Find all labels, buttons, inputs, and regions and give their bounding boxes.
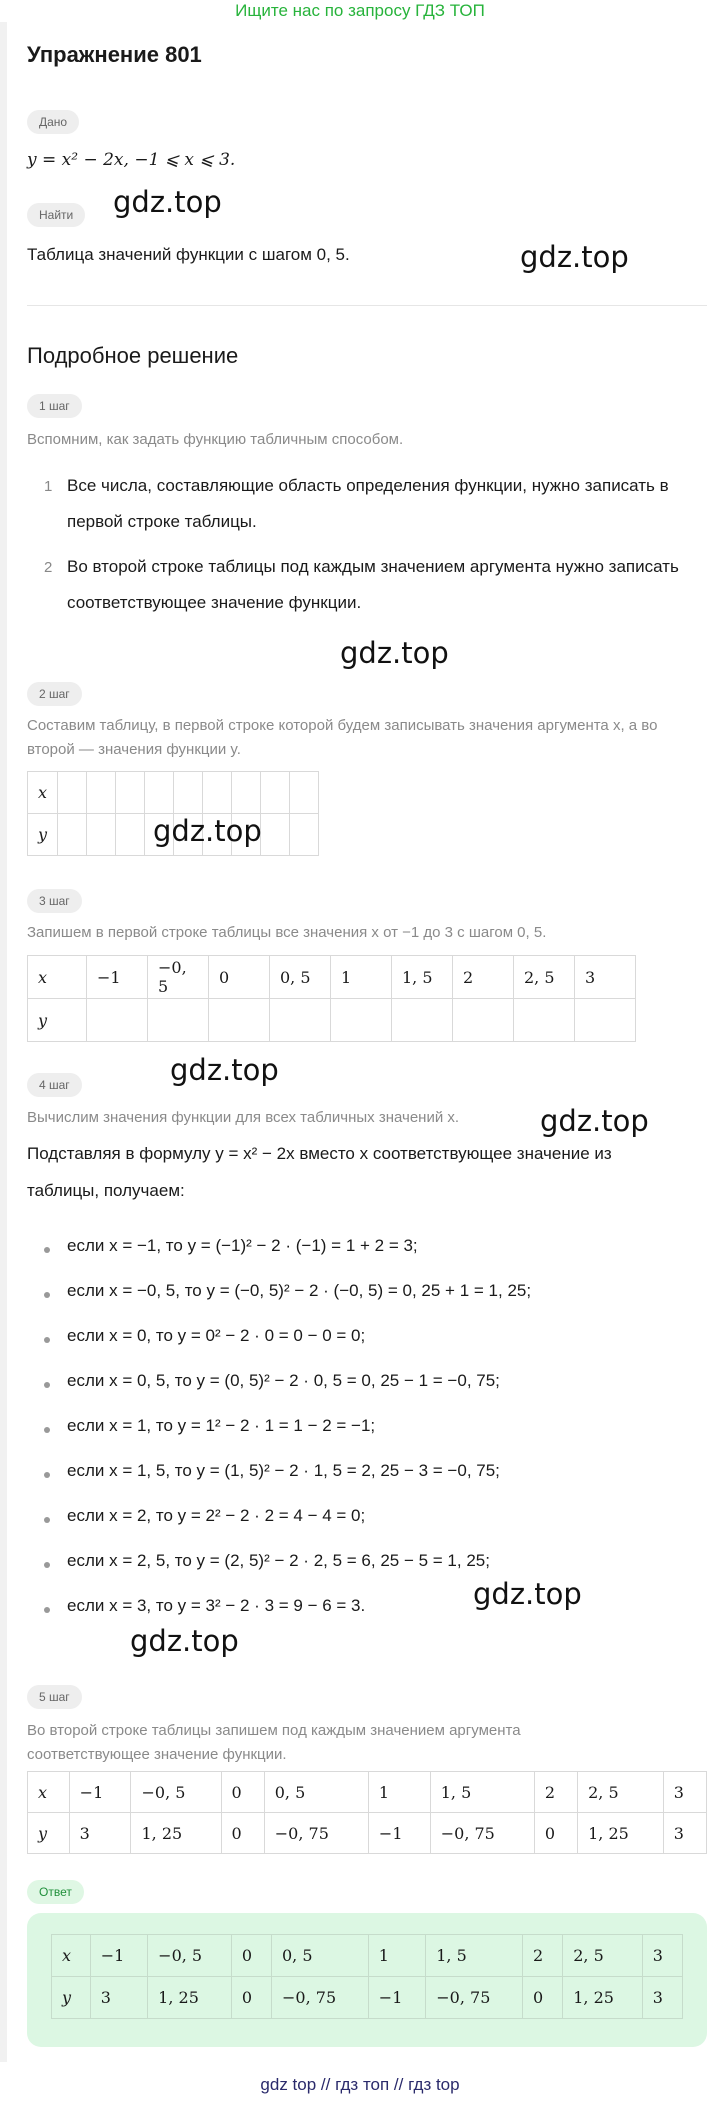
- table-cell: [174, 772, 203, 814]
- bullet: [44, 1427, 50, 1433]
- table-cell: x: [28, 956, 87, 999]
- values-table: [27, 955, 636, 1042]
- bullet: [44, 1382, 50, 1388]
- given-badge: Дано: [27, 110, 79, 134]
- step-5-intro: Во второй строке таблицы запишем под каждым значением аргумента соответствующее значение функции.: [27, 1722, 521, 1763]
- table-cell: −1: [368, 1977, 425, 2019]
- calc-line: если x = 1, то y = 1² − 2 · 1 = 1 − 2 = −1;: [67, 1416, 376, 1435]
- table-cell: 0: [523, 1977, 563, 2019]
- table-cell: y: [28, 814, 58, 856]
- list-number: 1: [44, 478, 53, 495]
- table-cell: [148, 999, 209, 1042]
- table-cell: 0: [231, 1935, 271, 1977]
- table-cell: y: [52, 1977, 91, 2019]
- table-cell: [87, 999, 148, 1042]
- table-cell: [58, 772, 87, 814]
- calc-line: если x = 0, 5, то y = (0, 5)² − 2 · 0, 5 = 0, 25 − 1 = −0, 75;: [67, 1371, 500, 1390]
- bullet: [44, 1292, 50, 1298]
- table-cell: −0, 5: [148, 1935, 232, 1977]
- watermark: gdz.top: [130, 1624, 239, 1658]
- table-cell: 3: [663, 1813, 706, 1854]
- table-cell: 1, 5: [392, 956, 453, 999]
- table-cell: y: [28, 1813, 70, 1854]
- table-cell: 0, 5: [272, 1935, 369, 1977]
- table-cell: 2: [523, 1935, 563, 1977]
- table-cell: −0, 75: [430, 1813, 534, 1854]
- table-cell: [209, 999, 270, 1042]
- table-cell: [232, 772, 261, 814]
- answer-box: [27, 1913, 707, 2047]
- top-banner[interactable]: Ищите нас по запросу ГДЗ ТОП: [235, 1, 485, 20]
- step-1-intro: Вспомним, как задать функцию табличным способом.: [27, 431, 404, 448]
- table-cell: 1, 5: [426, 1935, 523, 1977]
- table-cell: 1, 25: [563, 1977, 643, 2019]
- step-2-badge: 2 шаг: [27, 682, 82, 706]
- table-cell: 1, 25: [578, 1813, 664, 1854]
- calc-line: если x = −1, то y = (−1)² − 2 · (−1) = 1 + 2 = 3;: [67, 1236, 418, 1255]
- answer-badge: Ответ: [27, 1880, 84, 1904]
- divider: [27, 305, 707, 306]
- given-expression: y = x² − 2x, −1 ⩽ x ⩽ 3.: [27, 150, 236, 170]
- step-2-intro: Составим таблицу, в первой строке которой будем записывать значения аргумента x, а во второй — значения функции y.: [27, 717, 658, 758]
- watermark: gdz.top: [520, 240, 629, 274]
- answer-table: [51, 1934, 683, 2019]
- table-cell: −0, 75: [264, 1813, 368, 1854]
- list-item-text: Во второй строке таблицы под каждым значением аргумента нужно записать соответствующее значение функции.: [67, 557, 679, 612]
- calc-line: если x = 2, 5, то y = (2, 5)² − 2 · 2, 5 = 6, 25 − 5 = 1, 25;: [67, 1551, 490, 1570]
- bullet: [44, 1562, 50, 1568]
- table-cell: [87, 814, 116, 856]
- table-cell: −1: [69, 1772, 131, 1813]
- calc-line: если x = −0, 5, то y = (−0, 5)² − 2 · (−0, 5) = 0, 25 + 1 = 1, 25;: [67, 1281, 532, 1300]
- table-cell: 1: [368, 1772, 430, 1813]
- step-3-intro: Запишем в первой строке таблицы все значения x от −1 до 3 с шагом 0, 5.: [27, 924, 547, 941]
- table-cell: [58, 814, 87, 856]
- table-cell: 3: [642, 1977, 682, 2019]
- calc-line: если x = 0, то y = 0² − 2 · 0 = 0 − 0 = 0;: [67, 1326, 366, 1345]
- step-5-badge: 5 шаг: [27, 1685, 82, 1709]
- table-cell: x: [52, 1935, 91, 1977]
- step-3-badge: 3 шаг: [27, 889, 82, 913]
- bullet: [44, 1337, 50, 1343]
- table-cell: 3: [90, 1977, 147, 2019]
- solution-title: Подробное решение: [27, 343, 239, 368]
- step-1-badge: 1 шаг: [27, 394, 82, 418]
- table-cell: 2: [534, 1772, 577, 1813]
- table-cell: −0, 5: [148, 956, 209, 999]
- watermark: gdz.top: [473, 1577, 582, 1611]
- table-cell: y: [28, 999, 87, 1042]
- table-cell: 2, 5: [578, 1772, 664, 1813]
- table-cell: 1: [331, 956, 392, 999]
- left-rail: [0, 22, 7, 2062]
- watermark: gdz.top: [170, 1053, 279, 1087]
- table-cell: [261, 772, 290, 814]
- bullet: [44, 1607, 50, 1613]
- table-cell: [116, 814, 145, 856]
- table-cell: [392, 999, 453, 1042]
- table-cell: 1, 25: [131, 1813, 221, 1854]
- watermark: gdz.top: [153, 814, 262, 848]
- table-cell: −1: [90, 1935, 147, 1977]
- table-cell: x: [28, 772, 58, 814]
- table-cell: 0: [534, 1813, 577, 1854]
- watermark: gdz.top: [540, 1104, 649, 1138]
- list-item-text: Все числа, составляющие область определения функции, нужно записать в первой строке таблицы.: [67, 476, 669, 531]
- table-cell: −1: [368, 1813, 430, 1854]
- table-cell: [290, 814, 319, 856]
- watermark: gdz.top: [113, 185, 222, 219]
- table-cell: 3: [663, 1772, 706, 1813]
- table-cell: [290, 772, 319, 814]
- table-cell: 3: [642, 1935, 682, 1977]
- table-cell: 0: [221, 1772, 264, 1813]
- table-cell: [145, 772, 174, 814]
- table-cell: −0, 75: [272, 1977, 369, 2019]
- bullet: [44, 1472, 50, 1478]
- table-cell: [514, 999, 575, 1042]
- exercise-title: Упражнение 801: [27, 42, 202, 67]
- table-cell: 1: [368, 1935, 425, 1977]
- table-cell: 0, 5: [264, 1772, 368, 1813]
- result-table: [27, 1771, 707, 1854]
- step-4-lead: таблицы, получаем:: [27, 1181, 185, 1200]
- table-cell: 0, 5: [270, 956, 331, 999]
- table-cell: 1, 25: [148, 1977, 232, 2019]
- bullet: [44, 1517, 50, 1523]
- table-cell: 0: [231, 1977, 271, 2019]
- table-cell: 3: [69, 1813, 131, 1854]
- table-cell: [270, 999, 331, 1042]
- table-cell: [575, 999, 636, 1042]
- table-cell: −1: [87, 956, 148, 999]
- list-number: 2: [44, 559, 53, 576]
- table-cell: [453, 999, 514, 1042]
- table-cell: −0, 5: [131, 1772, 221, 1813]
- table-cell: 0: [209, 956, 270, 999]
- table-cell: 2: [453, 956, 514, 999]
- table-cell: 0: [221, 1813, 264, 1854]
- table-cell: 2, 5: [514, 956, 575, 999]
- table-cell: 1, 5: [430, 1772, 534, 1813]
- table-cell: [261, 814, 290, 856]
- table-cell: [87, 772, 116, 814]
- table-cell: [203, 772, 232, 814]
- find-badge: Найти: [27, 203, 85, 227]
- table-cell: 2, 5: [563, 1935, 643, 1977]
- table-cell: [331, 999, 392, 1042]
- watermark: gdz.top: [340, 636, 449, 670]
- calc-line: если x = 3, то y = 3² − 2 · 3 = 9 − 6 = 3.: [67, 1596, 366, 1615]
- table-cell: 3: [575, 956, 636, 999]
- bullet: [44, 1247, 50, 1253]
- calc-line: если x = 1, 5, то y = (1, 5)² − 2 · 1, 5 = 2, 25 − 3 = −0, 75;: [67, 1461, 500, 1480]
- step-4-badge: 4 шаг: [27, 1073, 82, 1097]
- step-4-intro: Вычислим значения функции для всех табличных значений x.: [27, 1109, 460, 1126]
- table-cell: x: [28, 1772, 70, 1813]
- calc-line: если x = 2, то y = 2² − 2 · 2 = 4 − 4 = 0;: [67, 1506, 366, 1525]
- footer-links[interactable]: gdz top // гдз топ // гдз top: [260, 2075, 460, 2094]
- table-cell: −0, 75: [426, 1977, 523, 2019]
- table-cell: [116, 772, 145, 814]
- find-text: Таблица значений функции с шагом 0, 5.: [27, 245, 350, 264]
- step-4-lead: Подставляя в формулу y = x² − 2x вместо x соответствующее значение из: [27, 1144, 612, 1163]
